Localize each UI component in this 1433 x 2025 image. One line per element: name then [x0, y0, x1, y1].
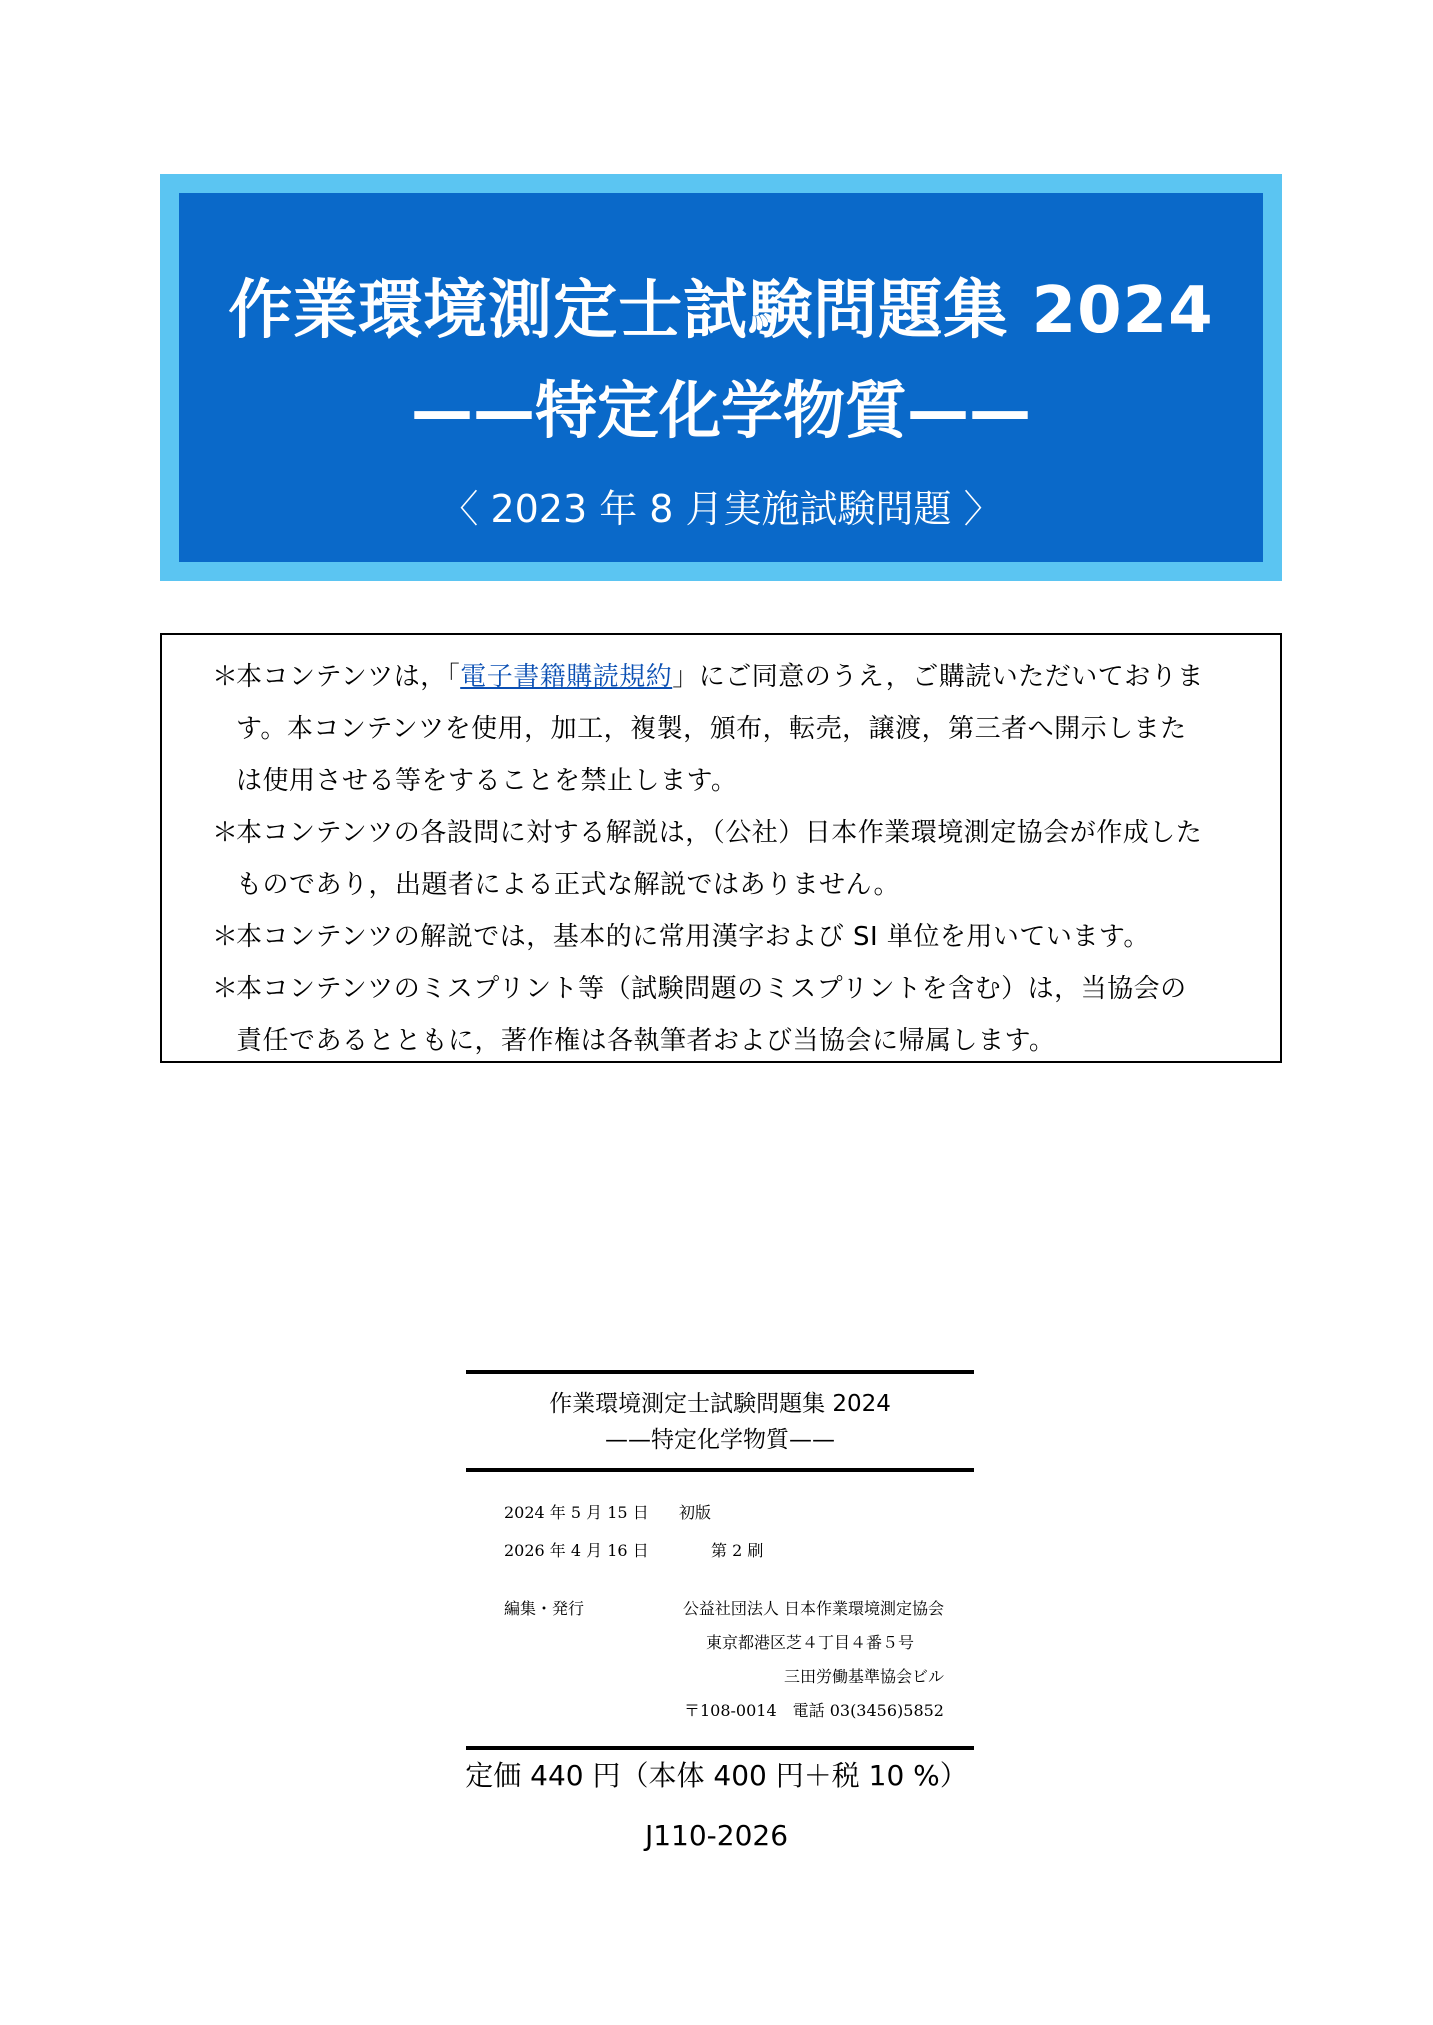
colophon: [466, 1370, 974, 1750]
asterisk-mark: ＊: [212, 922, 239, 952]
edition-row: [504, 1494, 974, 1532]
edition-date: 2024 年 5 月 15 日: [504, 1503, 649, 1522]
colophon-subtitle: ——特定化学物質——: [605, 1427, 835, 1453]
divider: [466, 1370, 974, 1374]
title-banner-inner: [179, 193, 1263, 562]
notice-text: 」にご同意のうえ，ご購読いただいておりま: [672, 662, 1204, 692]
publisher-block: [466, 1592, 974, 1728]
ebook-terms-link[interactable]: 電子書籍購読規約: [460, 662, 673, 692]
colophon-title: 作業環境測定士試験問題集 2024: [549, 1391, 891, 1417]
notice-text: 本コンテンツのミスプリント等（試験問題のミスプリントを含む）は，当協会の: [236, 974, 1187, 1004]
notice-text: 責任であるとともに，著作権は各執筆者および当協会に帰属します。: [236, 1026, 1056, 1056]
book-title: 作業環境測定士試験問題集 2024: [228, 274, 1214, 348]
divider: [466, 1746, 974, 1750]
publisher-building: 三田労働基準協会ビル: [783, 1667, 944, 1686]
edition-label: 第 2 刷: [679, 1541, 764, 1560]
edition-date: 2026 年 4 月 16 日: [504, 1541, 649, 1560]
divider: [466, 1468, 974, 1472]
price: 定価 440 円（本体 400 円＋税 10 %）: [465, 1759, 968, 1792]
publisher-label: 編集・発行: [504, 1599, 585, 1618]
notice-text: す。本コンテンツを使用，加工，複製，頒布，転売，譲渡，第三者へ開示しまた: [236, 714, 1187, 744]
exam-date-note: 〈 2023 年 8 月実施試験問題 〉: [440, 487, 1002, 531]
notice-item-terms: [212, 651, 1240, 807]
edition-row: [504, 1532, 974, 1570]
notice-box: [160, 633, 1282, 1063]
publisher-contact: 〒108-0014 電話 03(3456)5852: [683, 1701, 944, 1720]
notice-item-commentary: [212, 807, 1240, 911]
notice-item-units: [212, 911, 1240, 963]
publisher-address: 東京都港区芝４丁目４番５号: [705, 1633, 914, 1652]
notice-text: 本コンテンツの各設問に対する解説は，（公社）日本作業環境測定協会が作成した: [236, 818, 1203, 848]
asterisk-mark: ＊: [212, 818, 239, 848]
product-code: J110-2026: [644, 1819, 789, 1852]
edition-list: [466, 1494, 974, 1570]
notice-text: 本コンテンツは，「: [236, 662, 461, 692]
notice-text: ものであり，出題者による正式な解説ではありません。: [236, 870, 901, 900]
publisher-name: 公益社団法人 日本作業環境測定協会: [682, 1599, 944, 1618]
notice-text: 本コンテンツの解説では，基本的に常用漢字および SI 単位を用いています。: [236, 922, 1150, 952]
book-subtitle: ——特定化学物質——: [410, 374, 1031, 447]
edition-label: 初版: [679, 1503, 712, 1522]
asterisk-mark: ＊: [212, 974, 239, 1004]
notice-item-copyright: [212, 963, 1240, 1067]
notice-text: は使用させる等をすることを禁止します。: [236, 766, 738, 796]
title-banner: [160, 174, 1282, 581]
asterisk-mark: ＊: [212, 662, 239, 692]
